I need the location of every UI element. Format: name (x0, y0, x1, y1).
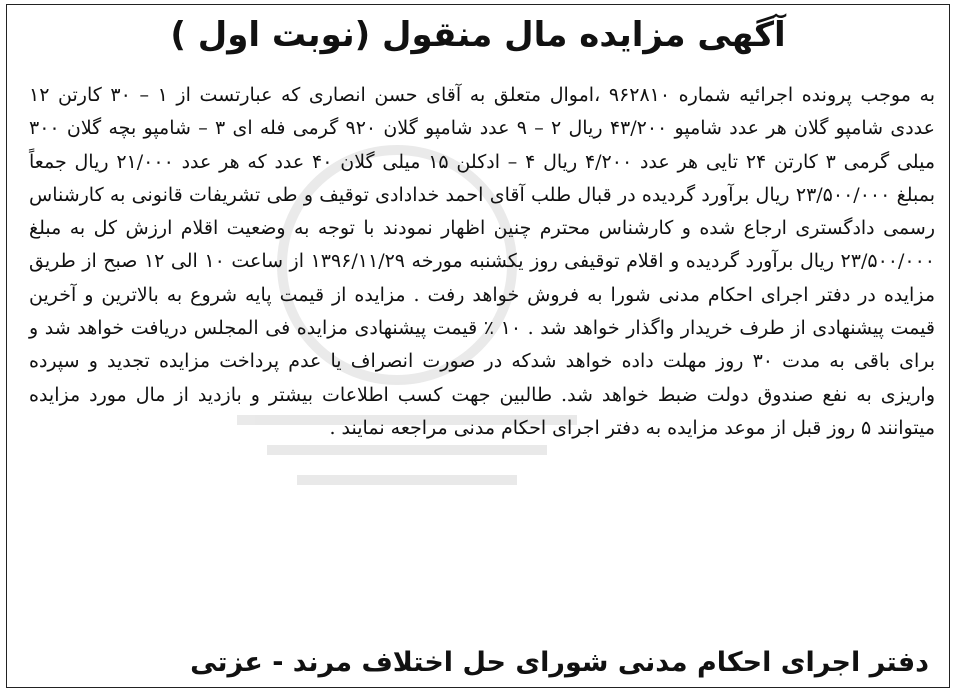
auction-notice (6, 4, 950, 688)
notice-footer-signature: دفتر اجرای احکام مدنی شورای حل اختلاف مرند - عزتی (190, 647, 929, 678)
watermark-stroke (267, 445, 547, 455)
watermark-stroke (297, 475, 517, 485)
notice-title: آگهی مزایده مال منقول (نوبت اول ) (170, 15, 786, 55)
notice-body (29, 79, 935, 445)
notice-paragraph: به موجب پرونده اجرائیه شماره ۹۶۲۸۱۰ ،اموال متعلق به آقای حسن انصاری که عبارتست از ۱ – ۳۰ کارتن ۱۲ عددی شامپو گلان هر عدد شامپو ۴۳/۲۰۰ ریال ۲ – ۹ عدد شامپو گلان ۹۲۰ گرمی فله ای ۳ – شامپو بچه گلان ۳۰۰ میلی گرمی ۳ کارتن ۲۴ تایی هر عدد ۴/۲۰۰ ریال ۴ – ادکلن ۱۵ میلی گلان ۴۰ عدد که هر عدد ۲۱/۰۰۰ ریال جمعاً بمبلغ ۲۳/۵۰۰/۰۰۰ ریال برآورد گردیده در قبال طلب آقای احمد خدادادی توقیف و طی تشریفات قانونی به کارشناس رسمی دادگستری ارجاع شده و کارشناس محترم چنین اظهار نمودند با توجه به وضعیت اقلام ارزش کل به مبلغ ۲۳/۵۰۰/۰۰۰ ریال برآورد گردیده و اقلام توقیفی روز یکشنبه مورخه ۱۳۹۶/۱۱/۲۹ از ساعت ۱۰ الی ۱۲ صبح از طریق مزایده در دفتر اجرای احکام مدنی شورا به فروش خواهد رفت . مزایده از قیمت پایه شروع به بالاترین و آخرین قیمت پیشنهادی از طرف خریدار واگذار خواهد شد . ۱۰ ٪ قیمت پیشنهادی مزایده فی المجلس دریافت خواهد شد و برای باقی به مدت ۳۰ روز مهلت داده خواهد شدکه در صورت انصراف یا عدم پرداخت مزایده تجدید و سپرده واریزی به نفع صندوق دولت ضبط خواهد شد. طالبین جهت کسب اطلاعات بیشتر و بازدید از مال مورد مزایده میتوانند ۵ روز قبل از موعد مزایده به دفتر اجرای احکام مدنی مراجعه نمایند . (29, 84, 935, 439)
